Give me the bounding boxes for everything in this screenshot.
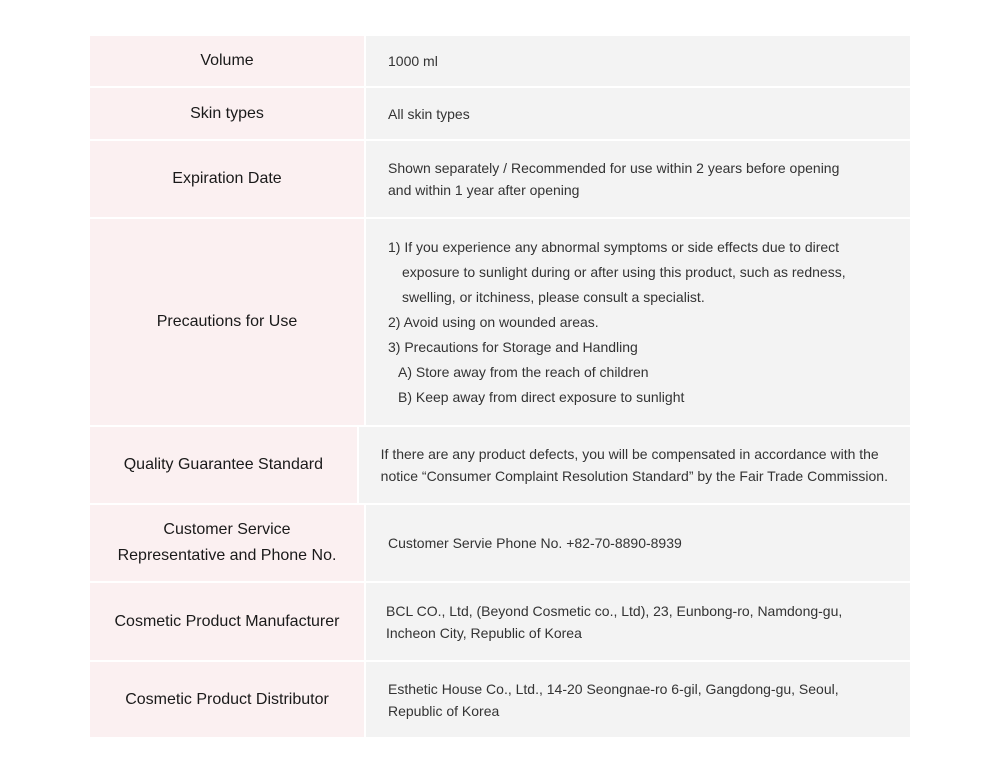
row-label: Quality Guarantee Standard — [90, 427, 357, 503]
row-value — [366, 219, 910, 425]
product-info-table — [90, 36, 910, 737]
table-row-volume — [90, 36, 910, 88]
row-value — [366, 141, 910, 217]
value-line: 3) Precautions for Storage and Handling — [388, 338, 638, 355]
row-value — [366, 88, 910, 139]
value-line: B) Keep away from direct exposure to sunlight — [398, 388, 685, 405]
row-value — [366, 662, 910, 737]
table-row-skin-types — [90, 88, 910, 141]
row-value — [366, 36, 910, 86]
table-row-customer-service — [90, 505, 910, 583]
value-line: All skin types — [388, 105, 470, 122]
value-line: 2) Avoid using on wounded areas. — [388, 313, 599, 330]
row-label: Cosmetic Product Manufacturer — [90, 583, 364, 660]
value-line: Republic of Korea — [388, 702, 500, 719]
table-row-quality-guarantee — [90, 427, 910, 505]
value-line: swelling, or itchiness, please consult a specialist. — [402, 288, 705, 305]
table-row-precautions — [90, 219, 910, 427]
value-line: Shown separately / Recommended for use within 2 years before opening — [388, 160, 840, 176]
row-value — [366, 583, 910, 660]
value-line: Incheon City, Republic of Korea — [386, 624, 582, 641]
label-line: Representative and Phone No. — [117, 547, 337, 564]
value-line: A) Store away from the reach of children — [398, 363, 649, 380]
row-label: Expiration Date — [90, 141, 364, 217]
value-line: exposure to sunlight during or after using this product, such as redness, — [402, 263, 846, 280]
value-line: If there are any product defects, you will be compensated in accordance with the — [380, 446, 879, 462]
value-line: BCL CO., Ltd, (Beyond Cosmetic co., Ltd), 23, Eunbong-ro, Namdong-gu, — [386, 602, 843, 619]
row-value — [366, 505, 910, 581]
value-line: and within 1 year after opening — [388, 182, 580, 198]
row-label — [90, 505, 364, 581]
table-row-expiration-date — [90, 141, 910, 219]
value-line: 1000 ml — [388, 53, 438, 69]
row-label: Precautions for Use — [90, 219, 364, 425]
table-row-distributor — [90, 662, 910, 737]
row-value — [359, 427, 910, 503]
row-label: Volume — [90, 36, 364, 86]
value-line: Esthetic House Co., Ltd., 14-20 Seongnae-ro 6-gil, Gangdong-gu, Seoul, — [388, 680, 839, 697]
row-label: Cosmetic Product Distributor — [90, 662, 364, 737]
value-line: 1) If you experience any abnormal symptoms or side effects due to direct — [388, 238, 840, 255]
value-line: Customer Servie Phone No. +82-70-8890-8939 — [388, 535, 682, 551]
label-line: Customer Service — [163, 521, 291, 538]
value-line: notice “Consumer Complaint Resolution Standard” by the Fair Trade Commission. — [380, 468, 888, 484]
row-label: Skin types — [90, 88, 364, 139]
table-row-manufacturer — [90, 583, 910, 662]
